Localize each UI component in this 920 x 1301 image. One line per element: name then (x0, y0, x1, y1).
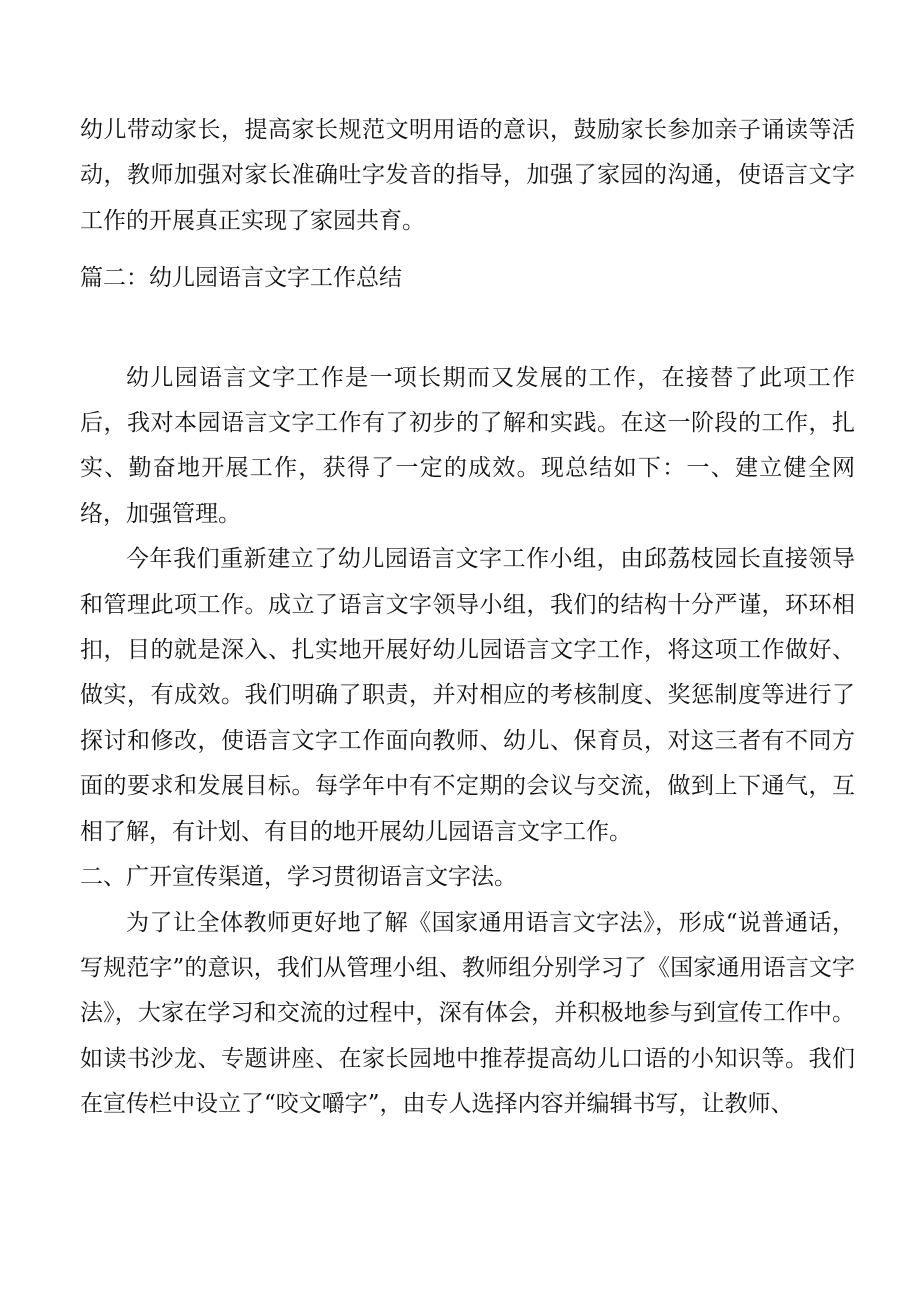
document-body (80, 108, 855, 1128)
section-heading: 篇二：幼儿园语言文字工作总结 (80, 265, 402, 292)
paragraph-continuation: 幼儿带动家长，提高家长规范文明用语的意识，鼓励家长参加亲子诵读等活动，教师加强对家长准确吐字发音的指导，加强了家园的沟通，使语言文字工作的开展真正实现了家园共育。 (80, 117, 855, 234)
spacer (80, 302, 855, 356)
paragraph-organization: 今年我们重新建立了幼儿园语言文字工作小组，由邱荔枝园长直接领导和管理此项工作。成立了语言文字领导小组，我们的结构十分严谨，环环相扣，目的就是深入、扎实地开展好幼儿园语言文字工作，将这项工作做好、做实，有成效。我们明确了职责，并对相应的考核制度、奖惩制度等进行了探讨和修改，使语言文字工作面向教师、幼儿、保育员，对这三者有不同方面的要求和发展目标。每学年中有不定期的会议与交流，做到上下通气，互相了解，有计划、有目的地开展幼儿园语言文字工作。 (80, 546, 855, 845)
paragraph-intro: 幼儿园语言文字工作是一项长期而又发展的工作，在接替了此项工作后，我对本园语言文字工作有了初步的了解和实践。在这一阶段的工作，扎实、勤奋地开展工作，获得了一定的成效。现总结如下：一、建立健全网络，加强管理。 (80, 364, 855, 527)
paragraph-publicity: 为了让全体教师更好地了解《国家通用语言文字法》，形成“说普通话，写规范字”的意识，我们从管理小组、教师组分别学习了《国家通用语言文字法》，大家在学习和交流的过程中，深有体会，并积极地参与到宣传工作中。如读书沙龙、专题讲座、在家长园地中推荐提高幼儿口语的小知识等。我们在宣传栏中设立了“咬文嚼字”，由专人选择内容并编辑书写，让教师、 (80, 909, 855, 1118)
spacer (80, 244, 855, 256)
subsection-heading: 二、广开宣传渠道，学习贯彻语言文字法。 (80, 864, 517, 891)
